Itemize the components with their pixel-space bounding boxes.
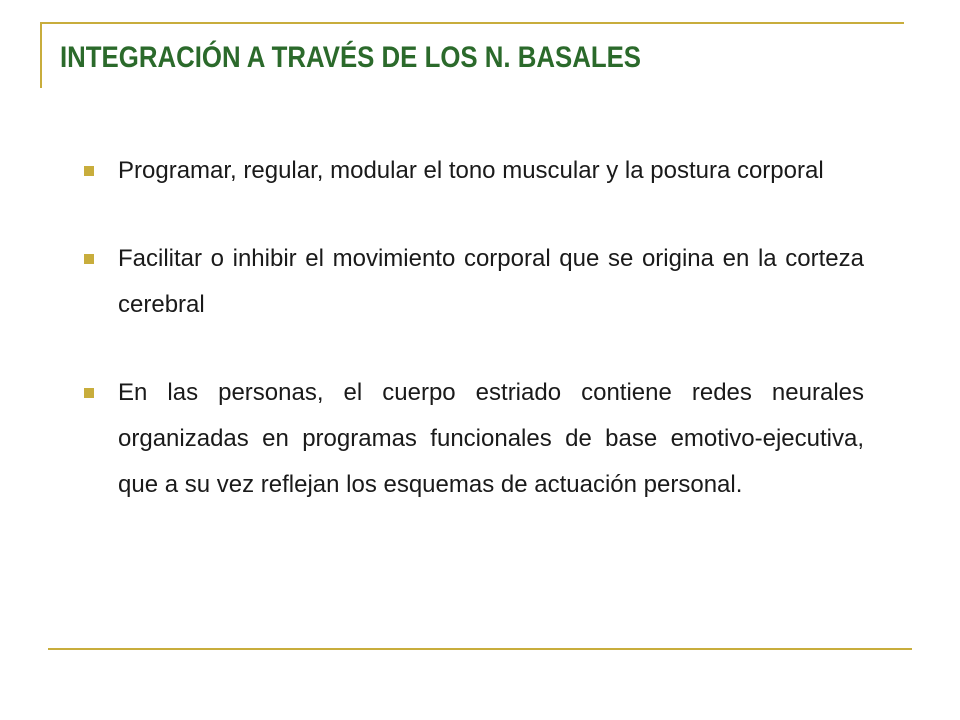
square-bullet-icon bbox=[84, 388, 94, 398]
square-bullet-icon bbox=[84, 254, 94, 264]
square-bullet-icon bbox=[84, 166, 94, 176]
bullet-text: Facilitar o inhibir el movimiento corporal que se origina en la corteza cerebral bbox=[118, 245, 864, 318]
bullet-text: En las personas, el cuerpo estriado contiene redes neurales organizadas en programas funcionales de base emotivo-ejecutiva, que a su vez reflejan los esquemas de actuación personal. bbox=[118, 379, 864, 498]
bullet-text: Programar, regular, modular el tono muscular y la postura corporal bbox=[118, 157, 824, 184]
bullet-item bbox=[84, 370, 864, 508]
slide-title: INTEGRACIÓN A TRAVÉS DE LOS N. BASALES bbox=[60, 41, 642, 74]
top-divider-line bbox=[40, 22, 904, 24]
bullet-list bbox=[84, 148, 864, 550]
bullet-item bbox=[84, 236, 864, 328]
left-divider-line bbox=[40, 22, 42, 88]
bullet-item bbox=[84, 148, 864, 194]
bottom-divider-line bbox=[48, 648, 912, 650]
